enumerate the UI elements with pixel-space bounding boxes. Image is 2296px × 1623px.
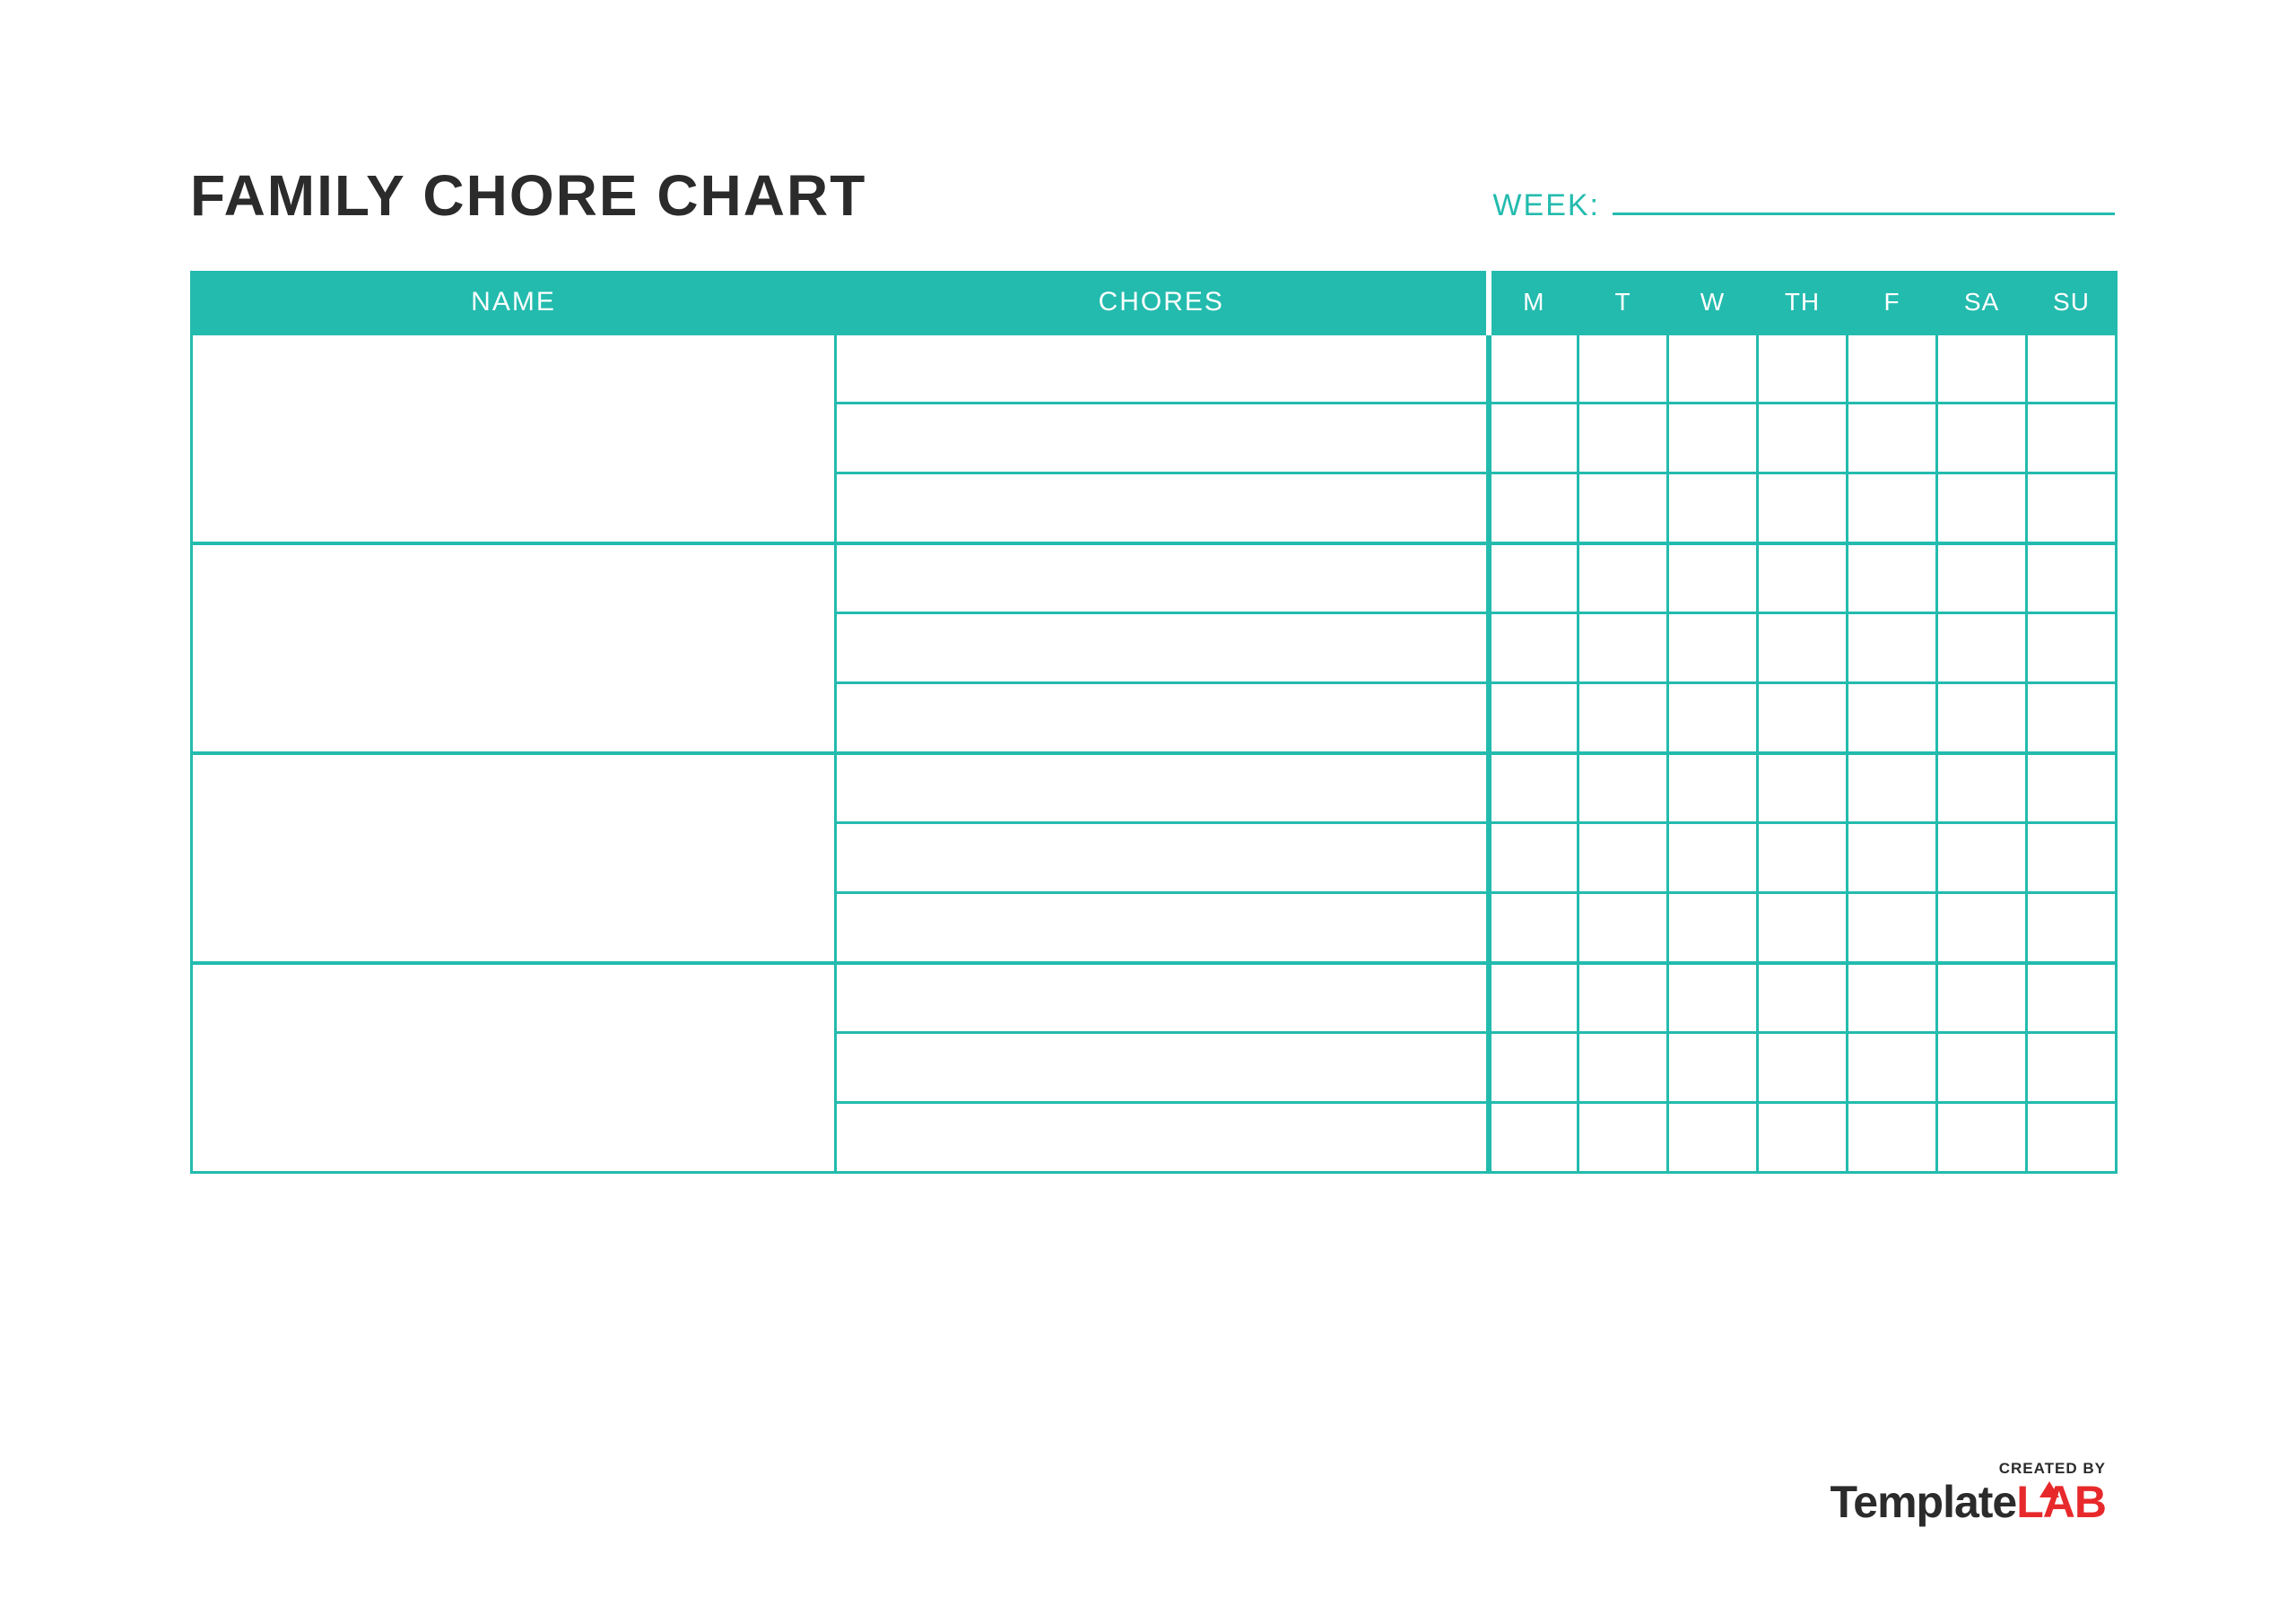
day-check-cell[interactable] xyxy=(1937,963,2027,1033)
day-check-cell[interactable] xyxy=(1668,683,1758,753)
brand-created-by-label: CREATED BY xyxy=(1998,1460,2106,1477)
day-check-cell[interactable] xyxy=(1848,683,1937,753)
column-header-day-sunday: SU xyxy=(2027,273,2117,334)
table-row xyxy=(192,334,2117,404)
chore-chart-sheet xyxy=(190,117,2115,1174)
brand-wordmark-second: LAB xyxy=(2016,1477,2106,1527)
brand-wordmark xyxy=(1830,1477,2106,1527)
chore-cell[interactable] xyxy=(836,823,1489,893)
day-check-cell[interactable] xyxy=(1668,613,1758,683)
day-check-cell[interactable] xyxy=(1578,613,1668,683)
day-check-cell[interactable] xyxy=(2027,404,2117,473)
day-check-cell[interactable] xyxy=(1848,823,1937,893)
week-field xyxy=(1492,190,2115,224)
day-check-cell[interactable] xyxy=(1668,334,1758,404)
day-check-cell[interactable] xyxy=(1578,1033,1668,1103)
day-check-cell[interactable] xyxy=(1937,613,2027,683)
day-check-cell[interactable] xyxy=(1578,334,1668,404)
day-check-cell[interactable] xyxy=(1937,753,2027,823)
day-check-cell[interactable] xyxy=(1758,473,1848,543)
day-check-cell[interactable] xyxy=(2027,823,2117,893)
chore-cell[interactable] xyxy=(836,753,1489,823)
day-check-cell[interactable] xyxy=(1578,753,1668,823)
chore-cell[interactable] xyxy=(836,963,1489,1033)
day-check-cell[interactable] xyxy=(1668,543,1758,613)
day-check-cell[interactable] xyxy=(1758,334,1848,404)
day-check-cell[interactable] xyxy=(2027,963,2117,1033)
day-check-cell[interactable] xyxy=(2027,893,2117,963)
day-check-cell[interactable] xyxy=(1489,543,1578,613)
day-check-cell[interactable] xyxy=(1668,963,1758,1033)
day-check-cell[interactable] xyxy=(2027,613,2117,683)
week-input-line[interactable] xyxy=(1613,213,2115,215)
day-check-cell[interactable] xyxy=(2027,1103,2117,1173)
day-check-cell[interactable] xyxy=(1578,473,1668,543)
day-check-cell[interactable] xyxy=(1489,1033,1578,1103)
day-check-cell[interactable] xyxy=(1848,613,1937,683)
day-check-cell[interactable] xyxy=(2027,473,2117,543)
day-check-cell[interactable] xyxy=(1668,893,1758,963)
day-check-cell[interactable] xyxy=(1758,543,1848,613)
day-check-cell[interactable] xyxy=(1758,1103,1848,1173)
day-check-cell[interactable] xyxy=(1848,543,1937,613)
day-check-cell[interactable] xyxy=(1668,753,1758,823)
day-check-cell[interactable] xyxy=(1578,963,1668,1033)
column-header-day-friday: F xyxy=(1848,273,1937,334)
day-check-cell[interactable] xyxy=(1937,473,2027,543)
name-cell[interactable] xyxy=(192,543,836,753)
page-title: FAMILY CHORE CHART xyxy=(190,163,867,228)
column-header-day-thursday: TH xyxy=(1758,273,1848,334)
day-check-cell[interactable] xyxy=(1758,683,1848,753)
chore-cell[interactable] xyxy=(836,543,1489,613)
table-row xyxy=(192,753,2117,823)
chore-cell[interactable] xyxy=(836,683,1489,753)
day-check-cell[interactable] xyxy=(1489,1103,1578,1173)
day-check-cell[interactable] xyxy=(1489,613,1578,683)
chore-cell[interactable] xyxy=(836,1103,1489,1173)
brand-wordmark-first: Template xyxy=(1830,1477,2017,1527)
day-check-cell[interactable] xyxy=(1758,963,1848,1033)
day-check-cell[interactable] xyxy=(1758,613,1848,683)
name-cell[interactable] xyxy=(192,753,836,963)
day-check-cell[interactable] xyxy=(2027,683,2117,753)
chore-table xyxy=(190,271,2118,1174)
day-check-cell[interactable] xyxy=(1578,823,1668,893)
chore-cell[interactable] xyxy=(836,334,1489,404)
day-check-cell[interactable] xyxy=(1937,683,2027,753)
day-check-cell[interactable] xyxy=(1489,823,1578,893)
chore-cell[interactable] xyxy=(836,473,1489,543)
day-check-cell[interactable] xyxy=(1578,893,1668,963)
column-header-day-saturday: SA xyxy=(1937,273,2027,334)
brand-logo xyxy=(1830,1460,2106,1527)
day-check-cell[interactable] xyxy=(1848,893,1937,963)
day-check-cell[interactable] xyxy=(1848,963,1937,1033)
day-check-cell[interactable] xyxy=(1489,683,1578,753)
day-check-cell[interactable] xyxy=(1848,1103,1937,1173)
day-check-cell[interactable] xyxy=(1937,334,2027,404)
day-check-cell[interactable] xyxy=(1937,1103,2027,1173)
column-header-day-wednesday: W xyxy=(1668,273,1758,334)
day-check-cell[interactable] xyxy=(1578,543,1668,613)
sheet-header xyxy=(190,117,2115,228)
day-check-cell[interactable] xyxy=(1848,753,1937,823)
day-check-cell[interactable] xyxy=(1758,893,1848,963)
table-row xyxy=(192,543,2117,613)
table-header-row xyxy=(192,273,2117,334)
day-check-cell[interactable] xyxy=(1668,1103,1758,1173)
day-check-cell[interactable] xyxy=(1937,404,2027,473)
table-row xyxy=(192,963,2117,1033)
day-check-cell[interactable] xyxy=(1937,543,2027,613)
day-check-cell[interactable] xyxy=(1758,404,1848,473)
chore-cell[interactable] xyxy=(836,893,1489,963)
day-check-cell[interactable] xyxy=(1848,473,1937,543)
column-header-day-tuesday: T xyxy=(1578,273,1668,334)
name-cell[interactable] xyxy=(192,963,836,1173)
day-check-cell[interactable] xyxy=(1668,1033,1758,1103)
day-check-cell[interactable] xyxy=(1848,1033,1937,1103)
column-header-day-monday: M xyxy=(1489,273,1578,334)
day-check-cell[interactable] xyxy=(1578,683,1668,753)
week-label: WEEK: xyxy=(1492,188,1600,222)
day-check-cell[interactable] xyxy=(1578,1103,1668,1173)
chore-cell[interactable] xyxy=(836,613,1489,683)
chore-cell[interactable] xyxy=(836,404,1489,473)
day-check-cell[interactable] xyxy=(2027,543,2117,613)
day-check-cell[interactable] xyxy=(1489,753,1578,823)
chore-cell[interactable] xyxy=(836,1033,1489,1103)
triangle-accent-icon xyxy=(2039,1481,2059,1497)
day-check-cell[interactable] xyxy=(1578,404,1668,473)
day-check-cell[interactable] xyxy=(1668,404,1758,473)
day-check-cell[interactable] xyxy=(1848,404,1937,473)
column-header-chores: CHORES xyxy=(836,273,1489,334)
day-check-cell[interactable] xyxy=(1848,334,1937,404)
column-header-name: NAME xyxy=(192,273,836,334)
day-check-cell[interactable] xyxy=(1489,893,1578,963)
day-check-cell[interactable] xyxy=(1758,753,1848,823)
day-check-cell[interactable] xyxy=(1937,1033,2027,1103)
day-check-cell[interactable] xyxy=(1758,1033,1848,1103)
day-check-cell[interactable] xyxy=(1758,823,1848,893)
day-check-cell[interactable] xyxy=(1489,334,1578,404)
day-check-cell[interactable] xyxy=(2027,1033,2117,1103)
day-check-cell[interactable] xyxy=(1668,473,1758,543)
day-check-cell[interactable] xyxy=(1937,893,2027,963)
day-check-cell[interactable] xyxy=(2027,334,2117,404)
name-cell[interactable] xyxy=(192,334,836,543)
day-check-cell[interactable] xyxy=(1668,823,1758,893)
day-check-cell[interactable] xyxy=(1937,823,2027,893)
day-check-cell[interactable] xyxy=(2027,753,2117,823)
day-check-cell[interactable] xyxy=(1489,963,1578,1033)
day-check-cell[interactable] xyxy=(1489,404,1578,473)
day-check-cell[interactable] xyxy=(1489,473,1578,543)
